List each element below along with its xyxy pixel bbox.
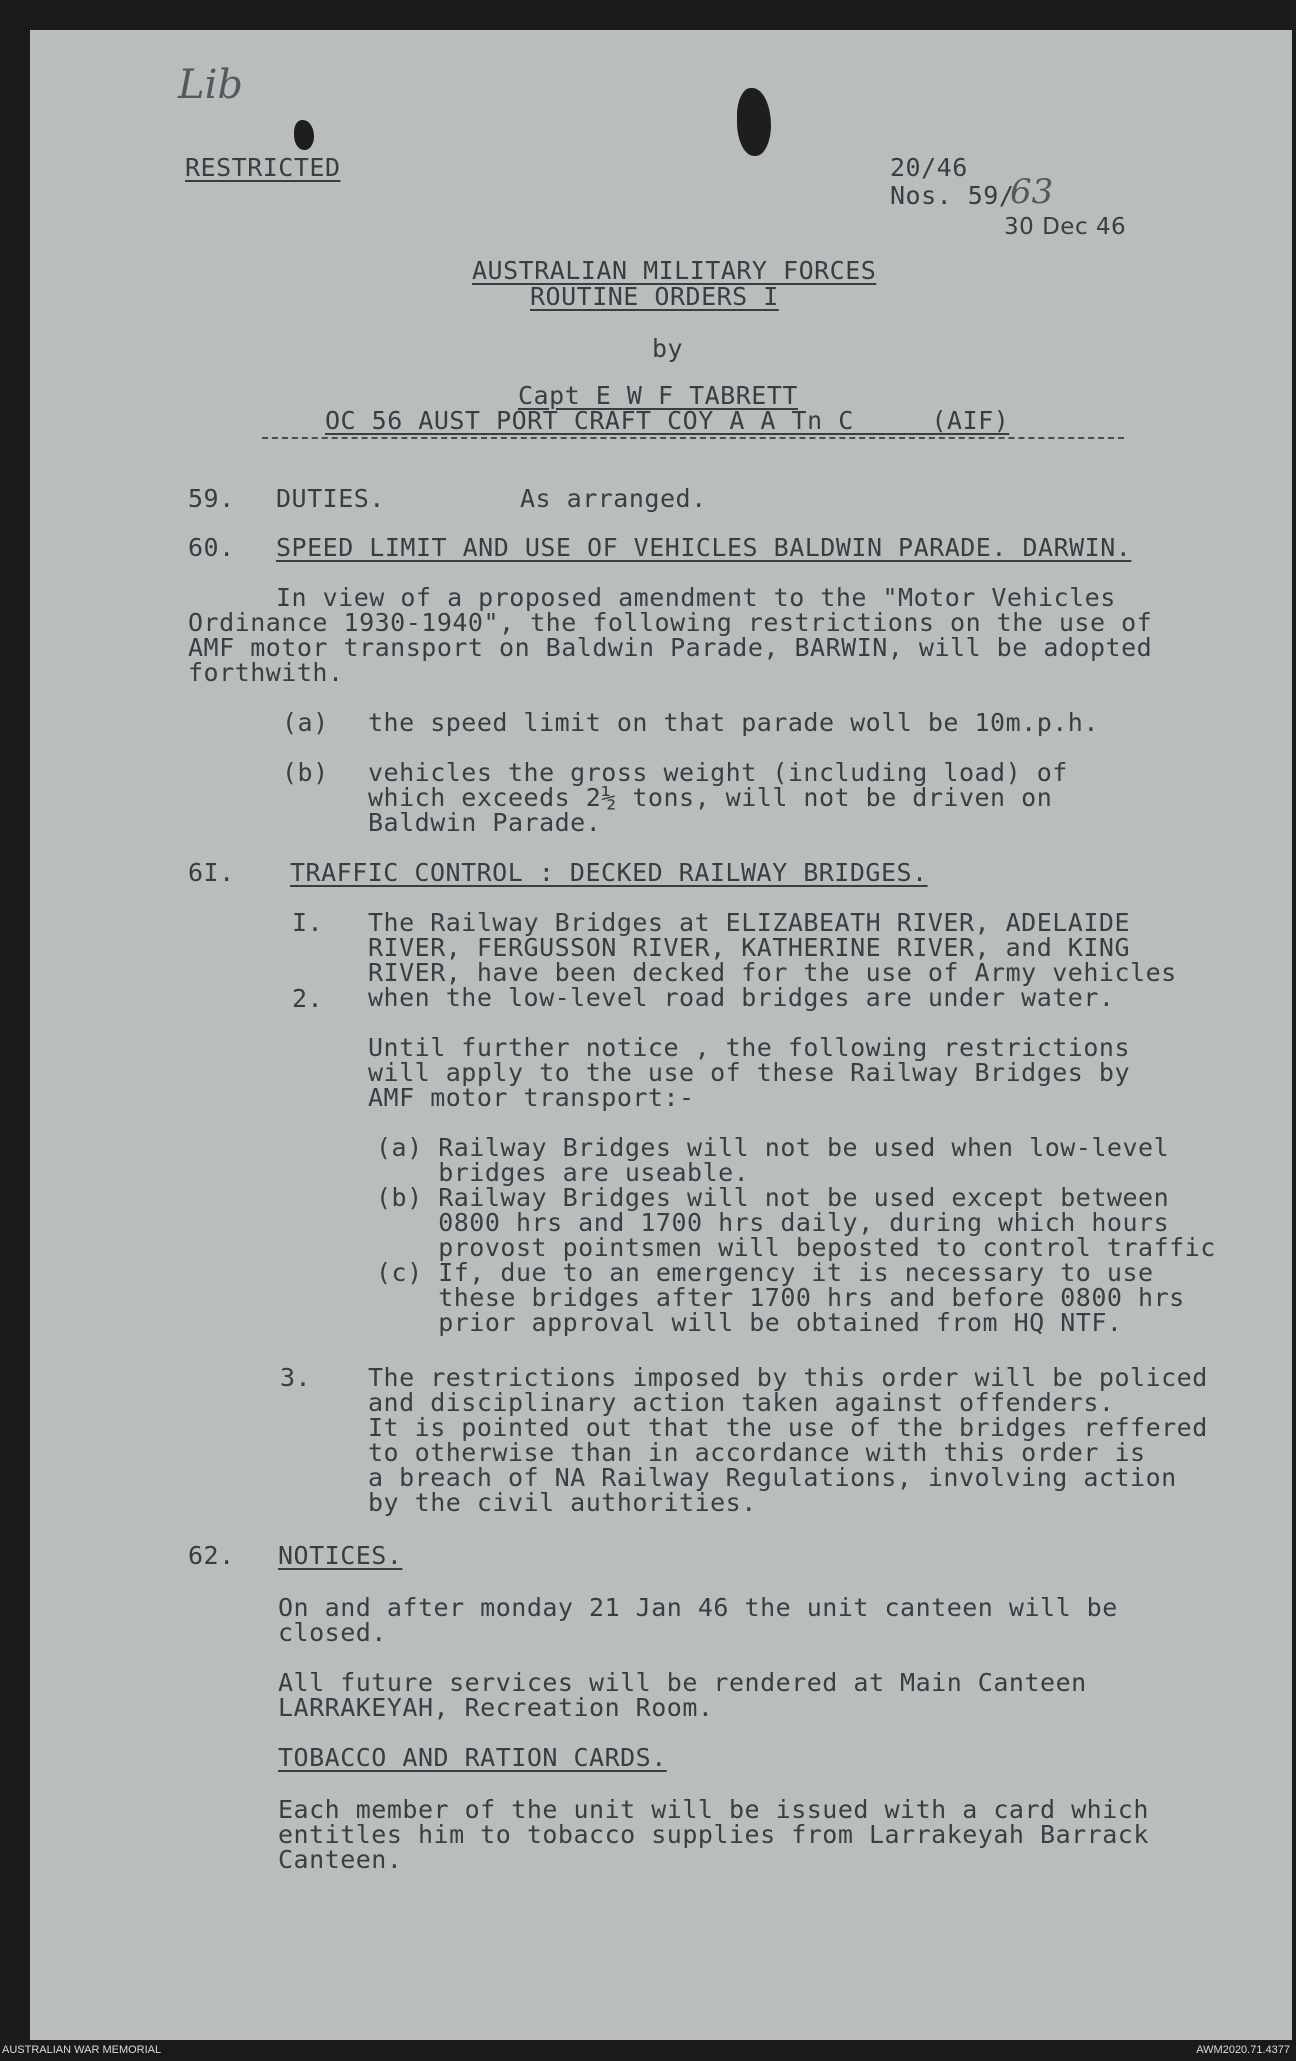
- section-60-item-a-text: the speed limit on that parade woll be 10m.p.h.: [368, 708, 1099, 737]
- punch-hole: [737, 88, 771, 156]
- section-59-number: 59.: [188, 484, 235, 513]
- section-60-para: In view of a proposed amendment to the "Motor Vehicles: [276, 583, 1116, 612]
- section-61-item-2-text: AMF motor transport:-: [368, 1083, 695, 1112]
- separator-line: [262, 437, 1124, 439]
- section-62-para: Each member of the unit will be issued with a card which: [278, 1795, 1149, 1824]
- section-61-number: 6I.: [188, 858, 235, 887]
- footer-left: AUSTRALIAN WAR MEMORIAL: [2, 2044, 162, 2056]
- section-62-para: closed.: [278, 1618, 387, 1647]
- section-60-item-b-text: vehicles the gross weight (including load) of: [368, 758, 1068, 787]
- section-60-para: AMF motor transport on Baldwin Parade, BARWIN, will be adopted: [188, 633, 1153, 662]
- section-61-heading: TRAFFIC CONTROL : DECKED RAILWAY BRIDGES.: [290, 858, 928, 887]
- section-61-item-1-text: The Railway Bridges at ELIZABEATH RIVER, ADELAIDE: [368, 908, 1131, 937]
- order-numbers-handwritten: 63: [1010, 172, 1054, 212]
- section-60-para: Ordinance 1930-1940", the following restrictions on the use of: [188, 608, 1153, 637]
- section-61-item-1-text: RIVER, FERGUSSON RIVER, KATHERINE RIVER, and KING: [368, 933, 1131, 962]
- section-62-para: entitles him to tobacco supplies from Larrakeyah Barrack: [278, 1820, 1149, 1849]
- title-line-1: AUSTRALIAN MILITARY FORCES: [472, 256, 877, 285]
- section-61-item-1-text: when the low-level road bridges are under water.: [368, 983, 1115, 1012]
- section-62-para: LARRAKEYAH, Recreation Room.: [278, 1693, 714, 1722]
- section-61-item-3-label: 3.: [280, 1363, 312, 1392]
- section-61-item-3-text: It is pointed out that the use of the bridges reffered: [368, 1413, 1208, 1442]
- section-61-subitem-c: these bridges after 1700 hrs and before 0800 hrs: [376, 1283, 1185, 1312]
- section-61-item-2-text: Until further notice , the following restrictions: [368, 1033, 1131, 1062]
- section-60-item-b-text: Baldwin Parade.: [368, 808, 602, 837]
- section-61-item-3-text: The restrictions imposed by this order will be policed: [368, 1363, 1208, 1392]
- section-61-item-3-text: and disciplinary action taken against offenders.: [368, 1388, 1115, 1417]
- section-61-subitem-c: prior approval will be obtained from HQ NTF.: [376, 1308, 1123, 1337]
- section-61-subitem-b: provost pointsmen will beposted to control traffic: [376, 1233, 1216, 1262]
- section-59-text: As arranged.: [520, 484, 707, 513]
- section-61-item-2-text: will apply to the use of these Railway Bridges by: [368, 1058, 1131, 1087]
- section-61-subitem-b: 0800 hrs and 1700 hrs daily, during which hours: [376, 1208, 1170, 1237]
- reference-number: 20/46: [890, 153, 968, 182]
- section-60-heading: SPEED LIMIT AND USE OF VEHICLES BALDWIN PARADE. DARWIN.: [276, 533, 1132, 562]
- section-62-heading: NOTICES.: [278, 1541, 403, 1570]
- section-60-para: forthwith.: [188, 658, 344, 687]
- punch-hole: [294, 120, 314, 150]
- section-62-para: All future services will be rendered at Main Canteen: [278, 1668, 1087, 1697]
- officer-name: Capt E W F TABRETT: [518, 381, 798, 410]
- document-date: 30 Dec 46: [1004, 214, 1127, 240]
- section-60-item-b-label: (b): [282, 758, 329, 787]
- section-61-subitem-b: (b) Railway Bridges will not be used except between: [376, 1183, 1170, 1212]
- section-59-heading: DUTIES.: [276, 484, 385, 513]
- section-61-item-3-text: by the civil authorities.: [368, 1488, 757, 1517]
- section-61-subitem-c: (c) If, due to an emergency it is necessary to use: [376, 1258, 1154, 1287]
- section-61-item-1-label: I.: [292, 908, 324, 937]
- section-61-item-2-label: 2.: [292, 984, 324, 1013]
- title-line-2: ROUTINE ORDERS I: [530, 282, 779, 311]
- section-61-item-1-text: RIVER, have been decked for the use of Army vehicles: [368, 958, 1177, 987]
- section-61-item-3-text: a breach of NA Railway Regulations, involving action: [368, 1463, 1177, 1492]
- section-62-subheading: TOBACCO AND RATION CARDS.: [278, 1743, 667, 1772]
- by-line: by: [652, 334, 684, 363]
- restricted-marking: RESTRICTED: [185, 153, 341, 182]
- section-60-item-a-label: (a): [282, 708, 329, 737]
- section-62-para: Canteen.: [278, 1845, 403, 1874]
- handwritten-note: Lib: [178, 62, 243, 108]
- section-60-number: 60.: [188, 533, 235, 562]
- footer-right: AWM2020.71.4377: [1196, 2044, 1290, 2056]
- order-numbers: Nos. 59/: [890, 181, 1015, 210]
- unit-name: OC 56 AUST PORT CRAFT COY A A Tn C (AIF): [325, 406, 1010, 435]
- section-62-number: 62.: [188, 1541, 235, 1570]
- section-60-item-b-text: which exceeds 2½ tons, will not be driven on: [368, 783, 1053, 812]
- section-61-subitem-a: bridges are useable.: [376, 1158, 750, 1187]
- section-62-para: On and after monday 21 Jan 46 the unit canteen will be: [278, 1593, 1118, 1622]
- section-61-subitem-a: (a) Railway Bridges will not be used when low-level: [376, 1133, 1170, 1162]
- section-61-item-3-text: to otherwise than in accordance with this order is: [368, 1438, 1146, 1467]
